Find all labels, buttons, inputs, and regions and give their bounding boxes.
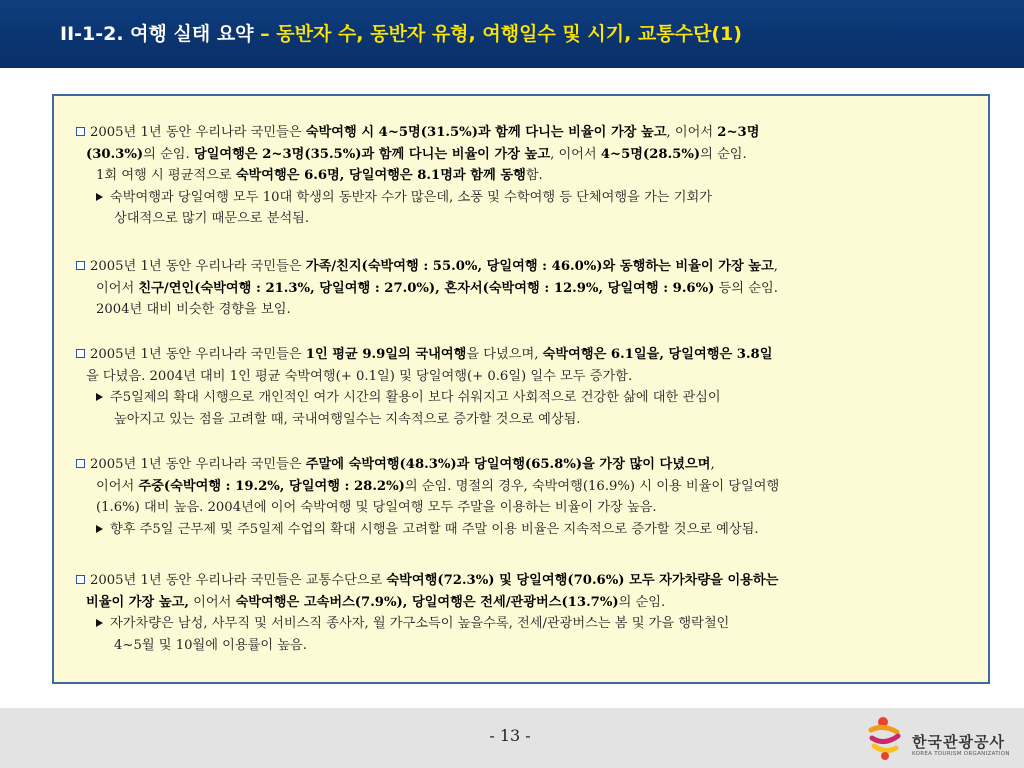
triangle-bullet-icon bbox=[96, 193, 103, 201]
text-line: 4~5월 및 10월에 이용률이 높음. bbox=[114, 637, 307, 653]
text-line: (1.6%) 대비 높음. 2004년에 이어 숙박여행 및 당일여행 모두 주말을 이용하는 비율이 가장 높음. bbox=[96, 500, 657, 515]
header-bar bbox=[0, 0, 1024, 68]
text-line: 이어서 주중(숙박여행 : 19.2%, 당일여행 : 28.2%)의 순임. 명절의 경우, 숙박여행(16.9%) 시 이용 비율이 당일여행 bbox=[96, 478, 780, 494]
title-dash: – bbox=[253, 23, 277, 45]
text-line: 상대적으로 많기 때문으로 분석됨. bbox=[114, 211, 310, 226]
text-line: 2005년 1년 동안 우리나라 국민들은 가족/친지(숙박여행 : 55.0%, 당일여행 : 46.0%)와 동행하는 비율이 가장 높고, bbox=[76, 256, 976, 278]
text-line: (30.3%)의 순임. 당일여행은 2~3명(35.5%)과 함께 다니는 비율이 가장 높고, 이어서 4~5명(28.5%)의 순임. bbox=[86, 146, 747, 162]
text-line: 2004년 대비 비슷한 경향을 보임. bbox=[96, 302, 291, 317]
square-bullet-icon bbox=[76, 575, 85, 584]
section-travel-timing bbox=[76, 454, 976, 540]
triangle-bullet-icon bbox=[96, 525, 103, 533]
title-main: II-1-2. 여행 실태 요약 bbox=[60, 23, 254, 45]
slide-title bbox=[60, 22, 742, 46]
text-line: 2005년 1년 동안 우리나라 국민들은 교통수단으로 숙박여행(72.3%) 및 당일여행(70.6%) 모두 자가차량을 이용하는 bbox=[76, 570, 976, 592]
text-line: 이어서 친구/연인(숙박여행 : 21.3%, 당일여행 : 27.0%), 혼자서(숙박여행 : 12.9%, 당일여행 : 9.6%) 등의 순임. bbox=[96, 280, 778, 296]
text-line: 숙박여행과 당일여행 모두 10대 학생의 동반자 수가 많은데, 소풍 및 수학여행 등 단체여행을 가는 기회가 bbox=[76, 187, 976, 209]
text-line: 높아지고 있는 점을 고려할 때, 국내여행일수는 지속적으로 증가할 것으로 예상됨. bbox=[114, 411, 581, 427]
text-line: 1회 여행 시 평균적으로 숙박여행은 6.6명, 당일여행은 8.1명과 함께 동행함. bbox=[96, 168, 543, 183]
square-bullet-icon bbox=[76, 261, 85, 270]
text-line: 자가차량은 남성, 사무직 및 서비스직 종사자, 월 가구소득이 높을수록, 전세/관광버스는 봄 및 가을 행락철인 bbox=[76, 613, 976, 635]
text-line: 2005년 1년 동안 우리나라 국민들은 숙박여행 시 4~5명(31.5%)과 함께 다니는 비율이 가장 높고, 이어서 2~3명 bbox=[76, 122, 976, 144]
text-line: 비율이 가장 높고, 이어서 숙박여행은 고속버스(7.9%), 당일여행은 전세/관광버스(13.7%)의 순임. bbox=[86, 594, 666, 610]
square-bullet-icon bbox=[76, 459, 85, 468]
section-companion-count bbox=[76, 122, 976, 230]
logo-subtitle: KOREA TOURISM ORGANIZATION bbox=[912, 751, 1010, 757]
section-transportation bbox=[76, 570, 976, 656]
square-bullet-icon bbox=[76, 127, 85, 136]
text-line: 향후 주5일 근무제 및 주5일제 수업의 확대 시행을 고려할 때 주말 이용 비율은 지속적으로 증가할 것으로 예상됨. bbox=[76, 519, 976, 541]
section-travel-days bbox=[76, 344, 976, 430]
text-line: 2005년 1년 동안 우리나라 국민들은 1인 평균 9.9일의 국내여행을 다녔으며, 숙박여행은 6.1일을, 당일여행은 3.8일 bbox=[76, 344, 976, 366]
summary-box bbox=[52, 94, 990, 684]
text-line: 을 다녔음. 2004년 대비 1인 평균 숙박여행(+ 0.1일) 및 당일여행(+ 0.6일) 일수 모두 증가함. bbox=[86, 368, 633, 384]
title-subtitle: 동반자 수, 동반자 유형, 여행일수 및 시기, 교통수단(1) bbox=[276, 23, 742, 45]
square-bullet-icon bbox=[76, 349, 85, 358]
logo-name: 한국관광공사 bbox=[912, 733, 1005, 751]
page-number: - 13 - bbox=[489, 726, 531, 745]
section-companion-type bbox=[76, 256, 976, 321]
triangle-bullet-icon bbox=[96, 619, 103, 627]
triangle-bullet-icon bbox=[96, 393, 103, 401]
text-line: 2005년 1년 동안 우리나라 국민들은 주말에 숙박여행(48.3%)과 당일여행(65.8%)을 가장 많이 다녔으며, bbox=[76, 454, 976, 476]
text-line: 주5일제의 확대 시행으로 개인적인 여가 시간의 활용이 보다 쉬워지고 사회적으로 건강한 삶에 대한 관심이 bbox=[76, 387, 976, 409]
